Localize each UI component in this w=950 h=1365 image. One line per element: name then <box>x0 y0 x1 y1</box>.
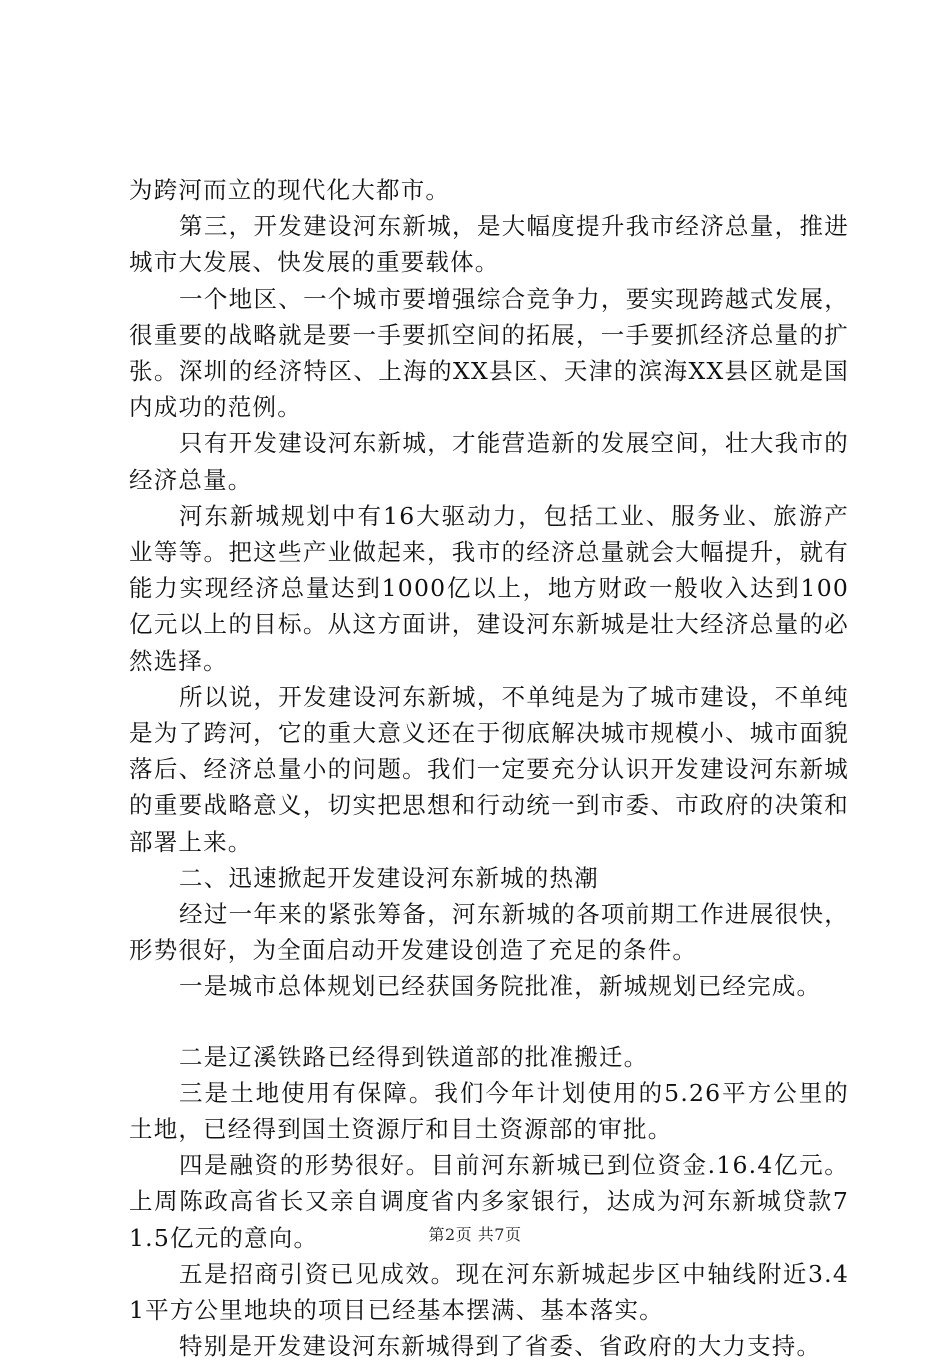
paragraph-3: 一个地区、一个城市要增强综合竞争力，要实现跨越式发展，很重要的战略就是要一手要抓空间的拓展，一手要抓经济总量的扩张。深圳的经济特区、上海的XX县区、天津的滨海XX县区就是国内成功的范例。 <box>129 284 849 422</box>
paragraph-14: 特别是开发建设河东新城得到了省委、省政府的大力支持。 <box>179 1332 822 1361</box>
paragraph-6: 所以说，开发建设河东新城，不单纯是为了城市建设，不单纯是为了跨河，它的重大意义还在于彻底解决城市规模小、城市面貌落后、经济总量小的问题。我们一定要充分认识开发建设河东新城的重要战略意义，切实把思想和行动统一到市委、市政府的决策和部署上来。 <box>129 682 849 856</box>
paragraph-13: 五是招商引资已见成效。现在河东新城起步区中轴线附近3.41平方公里地块的项目已经基本摆满、基本落实。 <box>129 1259 849 1325</box>
page-footer: 第2页 共7页 <box>428 1225 522 1244</box>
paragraph-1: 为跨河而立的现代化大都市。 <box>129 176 451 204</box>
paragraph-5: 河东新城规划中有16大驱动力，包括工业、服务业、旅游产业等等。把这些产业做起来，我市的经济总量就会大幅提升，就有能力实现经济总量达到1000亿以上，地方财政一般收入达到100亿元以上的目标。从这方面讲，建设河东新城是壮大经济总量的必然选择。 <box>129 501 849 675</box>
paragraph-11: 三是土地使用有保障。我们今年计划使用的5.26平方公里的土地，已经得到国土资源厅和目土资源部的审批。 <box>129 1078 849 1144</box>
paragraph-12: 四是融资的形势很好。目前河东新城已到位资金.16.4亿元。上周陈政高省长又亲自调度省内多家银行，达成为河东新城贷款71.5亿元的意向。 <box>129 1151 849 1252</box>
paragraph-8: 经过一年来的紧张筹备，河东新城的各项前期工作进展很快，形势很好，为全面启动开发建设创造了充足的条件。 <box>129 900 849 965</box>
paragraph-10: 二是辽溪铁路已经得到铁道部的批准搬迁。 <box>179 1042 649 1071</box>
paragraph-4: 只有开发建设河东新城，才能营造新的发展空间，壮大我市的经济总量。 <box>129 429 849 494</box>
document-body <box>129 172 849 1365</box>
paragraph-2: 第三，开发建设河东新城，是大幅度提升我市经济总量，推进城市大发展、快发展的重要载体。 <box>129 212 849 277</box>
paragraph-9: 一是城市总体规划已经获国务院批准，新城规划已经完成。 <box>179 972 822 1001</box>
section-heading: 二、迅速掀起开发建设河东新城的热潮 <box>179 863 599 892</box>
